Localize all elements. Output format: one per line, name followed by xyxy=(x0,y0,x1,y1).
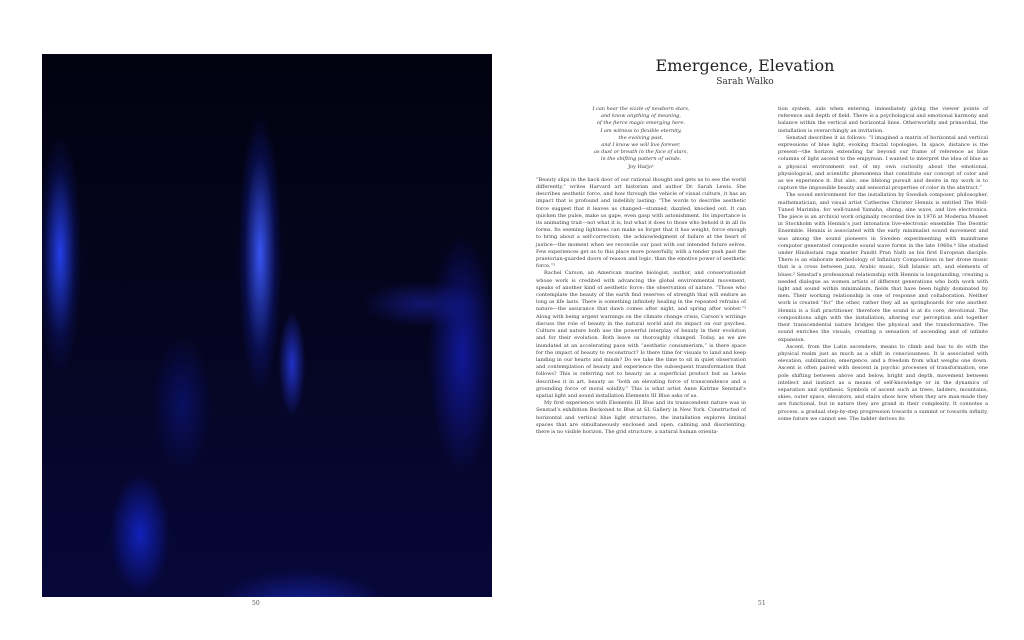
poem-line: as dust or breath in the face of stars, xyxy=(594,149,688,156)
poem-line: I can hear the sizzle of newborn stars, xyxy=(592,106,690,112)
page-number-left: 50 xyxy=(252,600,260,607)
poem-line: and I know we will live forever, xyxy=(601,142,681,149)
poem-line: the evolving past, xyxy=(618,134,664,141)
body-paragraph: My first experience with Elements III Blue and its transcendent nature was in Senstad’s exhibition Beckoned to Blue at SL Gallery in New York. Constructed of horizontal and vertical blue light structures, the installation explores liminal spaces that are simultaneously enclosed and open, calming and disorienting; there is no visible horizon. The grid structure, a natural human orienta- xyxy=(536,400,746,435)
page-number-right: 51 xyxy=(758,600,766,607)
body-paragraph: Ascent, from the Latin ascendere, means to climb and has to do with the physical realm just as much as a shift in consciousness. It is associated with elevation, sublimation, emergence, and a freedom from what weighs one down. Ascent is often paired with descent in psychic processes of transformation, one pole shifting between above and below, bright and depth, movement between intellect and instinct as a means of self-knowledge or in the dynamics of separation and synthesis. Symbols of ascent such as trees, ladders, mountains, skies, outer space, elevators, and stairs show how when they are man-made they are functional, but in nature they are grand in their complexity. It connotes a process, a gradual step-by-step progression towards a summit or towards infinity, some future we cannot see. The ladder derives its xyxy=(778,343,988,422)
text-column-left xyxy=(536,106,746,436)
body-paragraph: The sound environment for the installation by Swedish composer, philosopher, mathematician, and visual artist Catherine Christer Hennix is entitled The Well-Tuned Marimba, for well-tuned Yamaha, sheng, sine wave, and live electronics. The piece is an archival work originally recorded live in 1976 at Moderna Museet in Stockholm with Hennix’s just intonation live-electronic ensemble The Deontic Ensemble. Hennix is associated with the early minimalist sound movement and was among the sound pioneers in Sweden experimenting with mainframe computer generated composite sound wave forms in the late 1960s.⁴ She studied under Hindustani raga master Pandit Pran Nath as his first European disciple. There is an elaborate methodology of Infinitary Compositions in her drone music that is a cross between jazz, Arabic music, Sufi Islamic art, and elements of blues.⁵ Senstad’s professional relationship with Hennix is longstanding, creating a needed dialogue as women artists of different generations who both work with light and sound within minimalism, fields that have been highly dominated by men. Their working relationship is one of response and collaboration. Neither work is created “for” the other, rather they all as springboards for one another. Hennix is a Sufi practitioner, therefore the sound is at its core, devotional. The compositions align with the installation, altering our perception and together their transcendental nature bridges the physical and the transformative. The sound enriches the visuals, creating a sensation of ascending and of infinite expansion. xyxy=(778,192,988,343)
blue-light-installation-photo xyxy=(42,54,492,597)
body-paragraph: Senstad describes it as follows: “I imagined a matrix of horizontal and vertical expressions of blue light, evoking fractal topologies. In space, distance is the present—the horizon extending far beyond our frame of reference as blue columns of light ascend to the empyrean. I wanted to interpret the idea of blue as a physical environment out of my own curiosity about the emotional, physiological, and scientific phenomena that constitute our concept of color and as we experience it. But also, one lifelong pursuit and desire in my work is to capture the impossible beauty and sensorial properties of color in the abstract.” xyxy=(778,134,988,192)
poem-attribution: Joy Harjo¹ xyxy=(628,163,654,170)
body-paragraph: “Beauty slips in the back door of our rational thought and gets us to see the world differently,” writes Harvard art historian and author Dr. Sarah Lewis. She describes aesthetic force, and how through the vehicle of visual culture, it has an impact that is profound and indelibly lasting: “The words to describe aesthetic force suggest that it leaves us changed—stunned, dazzled, knocked out. It can quicken the pulse, make us gape, even gasp with astonishment. Its importance is its animating trait—not what it is, but what it does to those who behold it in all its forms. Its seeming lightness can make us forget that it has weight, force enough to bring about a self-correction, the acknowledgment of failure at the heart of justice—the moment when we reconcile our past with our intended future selves. Few experiences get us to this place more powerfully, with a tender push past the praetorian-guarded doors of reason and logic, than the emotive power of aesthetic force.”² xyxy=(536,176,746,270)
article-title: Emergence, Elevation xyxy=(655,56,835,75)
body-paragraph: Rachel Carson, an American marine biologist, author, and conservationist whose work is credited with advancing the global environmental movement, speaks of another kind of aesthetic force: the observation of nature. “Those who contemplate the beauty of the earth find reserves of strength that will endure as long as life lasts. There is something infinitely healing in the repeated refrains of nature—the assurance that dawn comes after night, and spring after winter.”³ Along with being urgent warnings on the climate change crisis, Carson’s writings discuss the role of beauty in the natural world and its impact on our psyches. Culture and nature both use the powerful interplay of beauty in their evolution and for their evolution. Both leave us thoroughly changed. Today, as we are inundated at an accelerating pace with “aesthetic consumerism,” is there space for the impact of beauty to reconstruct? Is there time for visuals to land and keep landing in our hearts and minds? Do we take the time to sit in quiet observation and contemplation of beauty and experience the subsequent transformation that follows? This is referring not to beauty as a superficial product but as Lewis describes it in art, beauty as “both an elevating force of transcendence and a grounding force of moral solidity.” This is what artist Anne Katrine Senstad’s spatial light and sound installation Elements III Blue asks of us. xyxy=(536,270,746,399)
poem-line: and know anything of meaning, xyxy=(601,113,681,120)
poem-line: I am witness to flexible eternity, xyxy=(600,127,682,134)
epigraph-poem xyxy=(536,106,746,171)
text-column-right xyxy=(778,106,988,423)
article-author: Sarah Walko xyxy=(716,77,774,87)
body-paragraph: tion system, aids when entering, immediately giving the viewer points of reference and depth of field. There is a psychological and emotional harmony and balance within the vertical and horizontal lines. Otherworldly and primordial, the installation is overarchingly an invitation. xyxy=(778,106,988,134)
poem-line: in the shifting pattern of winds. xyxy=(600,156,682,163)
poem-line: of the fierce magic emerging here. xyxy=(596,120,686,127)
